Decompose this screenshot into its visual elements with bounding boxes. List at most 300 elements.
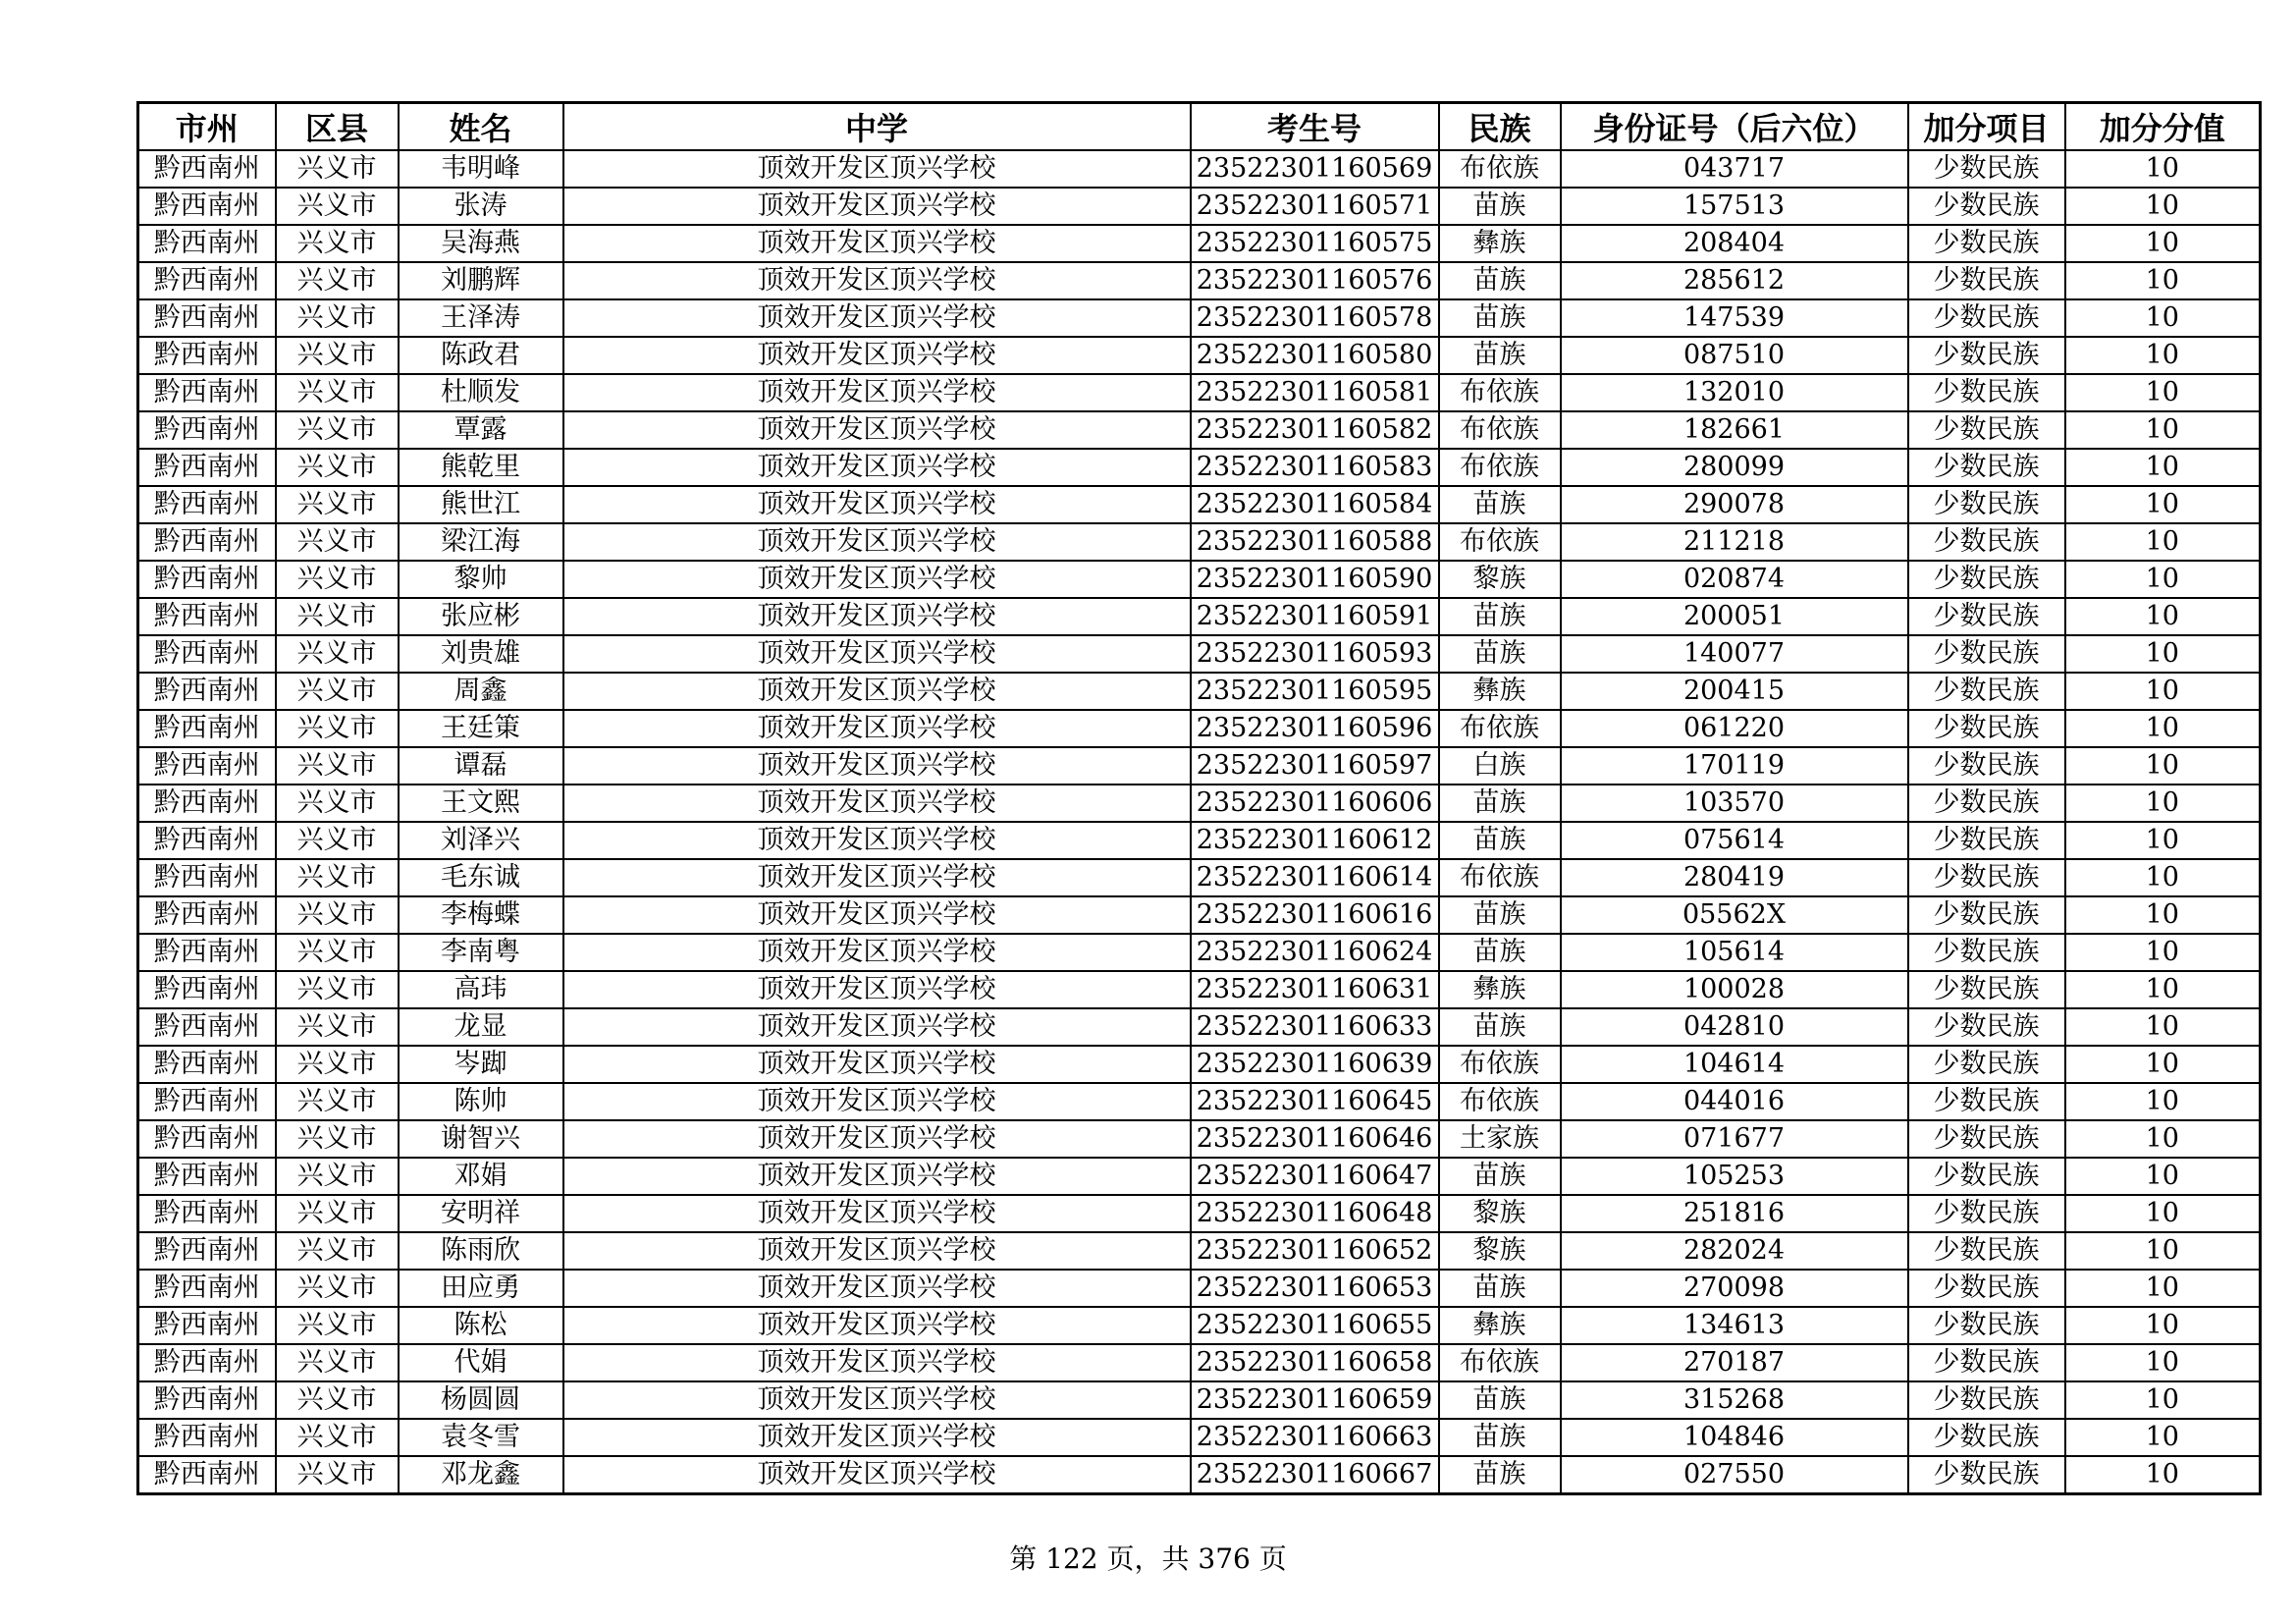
cell-school: 顶效开发区顶兴学校 xyxy=(563,262,1191,299)
cell-district: 兴义市 xyxy=(276,411,399,449)
table-row xyxy=(138,971,2261,1008)
cell-name: 周鑫 xyxy=(399,673,563,710)
table-row xyxy=(138,299,2261,337)
cell-name: 安明祥 xyxy=(399,1195,563,1232)
cell-ethnicity: 布依族 xyxy=(1439,523,1561,561)
cell-name: 吴海燕 xyxy=(399,225,563,262)
cell-district: 兴义市 xyxy=(276,710,399,747)
cell-name: 王文熙 xyxy=(399,785,563,822)
cell-ethnicity: 苗族 xyxy=(1439,1456,1561,1494)
cell-ethnicity: 黎族 xyxy=(1439,1232,1561,1270)
cell-school: 顶效开发区顶兴学校 xyxy=(563,1120,1191,1158)
cell-bonus-points: 10 xyxy=(2065,822,2261,859)
cell-school: 顶效开发区顶兴学校 xyxy=(563,1195,1191,1232)
cell-id-last-six: 071677 xyxy=(1561,1120,1908,1158)
cell-id-last-six: 200051 xyxy=(1561,598,1908,635)
cell-name: 刘贵雄 xyxy=(399,635,563,673)
cell-id-last-six: 105614 xyxy=(1561,934,1908,971)
cell-bonus-item: 少数民族 xyxy=(1908,374,2065,411)
cell-bonus-points: 10 xyxy=(2065,747,2261,785)
cell-bonus-item: 少数民族 xyxy=(1908,747,2065,785)
table-row xyxy=(138,1419,2261,1456)
cell-exam-number: 23522301160575 xyxy=(1191,225,1439,262)
header-exam-number: 考生号 xyxy=(1191,103,1439,151)
cell-exam-number: 23522301160582 xyxy=(1191,411,1439,449)
cell-city: 黔西南州 xyxy=(138,1344,276,1381)
cell-city: 黔西南州 xyxy=(138,785,276,822)
cell-school: 顶效开发区顶兴学校 xyxy=(563,635,1191,673)
cell-id-last-six: 200415 xyxy=(1561,673,1908,710)
cell-bonus-item: 少数民族 xyxy=(1908,1270,2065,1307)
cell-exam-number: 23522301160591 xyxy=(1191,598,1439,635)
cell-district: 兴义市 xyxy=(276,337,399,374)
cell-city: 黔西南州 xyxy=(138,822,276,859)
cell-school: 顶效开发区顶兴学校 xyxy=(563,822,1191,859)
cell-ethnicity: 彝族 xyxy=(1439,1307,1561,1344)
cell-bonus-points: 10 xyxy=(2065,374,2261,411)
cell-ethnicity: 布依族 xyxy=(1439,859,1561,896)
cell-name: 袁冬雪 xyxy=(399,1419,563,1456)
cell-bonus-points: 10 xyxy=(2065,1195,2261,1232)
cell-school: 顶效开发区顶兴学校 xyxy=(563,225,1191,262)
cell-name: 代娟 xyxy=(399,1344,563,1381)
cell-ethnicity: 布依族 xyxy=(1439,411,1561,449)
table-row xyxy=(138,449,2261,486)
cell-name: 刘鹏辉 xyxy=(399,262,563,299)
cell-id-last-six: 104614 xyxy=(1561,1046,1908,1083)
cell-ethnicity: 苗族 xyxy=(1439,822,1561,859)
table-row xyxy=(138,188,2261,225)
cell-ethnicity: 布依族 xyxy=(1439,1344,1561,1381)
cell-ethnicity: 布依族 xyxy=(1439,1083,1561,1120)
cell-exam-number: 23522301160612 xyxy=(1191,822,1439,859)
cell-exam-number: 23522301160652 xyxy=(1191,1232,1439,1270)
cell-name: 韦明峰 xyxy=(399,150,563,188)
cell-exam-number: 23522301160631 xyxy=(1191,971,1439,1008)
cell-exam-number: 23522301160663 xyxy=(1191,1419,1439,1456)
cell-school: 顶效开发区顶兴学校 xyxy=(563,299,1191,337)
cell-id-last-six: 134613 xyxy=(1561,1307,1908,1344)
cell-bonus-item: 少数民族 xyxy=(1908,822,2065,859)
cell-bonus-item: 少数民族 xyxy=(1908,1158,2065,1195)
cell-district: 兴义市 xyxy=(276,1195,399,1232)
cell-bonus-points: 10 xyxy=(2065,1307,2261,1344)
cell-id-last-six: 044016 xyxy=(1561,1083,1908,1120)
cell-bonus-points: 10 xyxy=(2065,785,2261,822)
table-row xyxy=(138,1120,2261,1158)
table-row xyxy=(138,337,2261,374)
cell-bonus-points: 10 xyxy=(2065,1456,2261,1494)
cell-exam-number: 23522301160578 xyxy=(1191,299,1439,337)
cell-district: 兴义市 xyxy=(276,1344,399,1381)
cell-exam-number: 23522301160655 xyxy=(1191,1307,1439,1344)
cell-exam-number: 23522301160647 xyxy=(1191,1158,1439,1195)
cell-school: 顶效开发区顶兴学校 xyxy=(563,1270,1191,1307)
cell-name: 张应彬 xyxy=(399,598,563,635)
cell-exam-number: 23522301160581 xyxy=(1191,374,1439,411)
cell-name: 王廷䇿 xyxy=(399,710,563,747)
cell-bonus-item: 少数民族 xyxy=(1908,486,2065,523)
cell-bonus-points: 10 xyxy=(2065,299,2261,337)
cell-name: 李南粤 xyxy=(399,934,563,971)
cell-exam-number: 23522301160633 xyxy=(1191,1008,1439,1046)
cell-bonus-item: 少数民族 xyxy=(1908,1344,2065,1381)
cell-name: 邓娟 xyxy=(399,1158,563,1195)
cell-bonus-points: 10 xyxy=(2065,896,2261,934)
cell-name: 龙显 xyxy=(399,1008,563,1046)
cell-bonus-item: 少数民族 xyxy=(1908,710,2065,747)
cell-bonus-item: 少数民族 xyxy=(1908,225,2065,262)
cell-name: 李梅蝶 xyxy=(399,896,563,934)
cell-district: 兴义市 xyxy=(276,785,399,822)
cell-id-last-six: 208404 xyxy=(1561,225,1908,262)
cell-district: 兴义市 xyxy=(276,150,399,188)
cell-bonus-item: 少数民族 xyxy=(1908,1381,2065,1419)
cell-ethnicity: 布依族 xyxy=(1439,449,1561,486)
cell-school: 顶效开发区顶兴学校 xyxy=(563,1083,1191,1120)
cell-bonus-points: 10 xyxy=(2065,1270,2261,1307)
cell-bonus-points: 10 xyxy=(2065,1083,2261,1120)
header-bonus-item: 加分项目 xyxy=(1908,103,2065,151)
cell-school: 顶效开发区顶兴学校 xyxy=(563,785,1191,822)
table-row xyxy=(138,1158,2261,1195)
table-row xyxy=(138,225,2261,262)
cell-bonus-points: 10 xyxy=(2065,1008,2261,1046)
cell-name: 刘泽兴 xyxy=(399,822,563,859)
cell-bonus-points: 10 xyxy=(2065,1158,2261,1195)
cell-bonus-points: 10 xyxy=(2065,188,2261,225)
cell-school: 顶效开发区顶兴学校 xyxy=(563,710,1191,747)
table-row xyxy=(138,859,2261,896)
cell-bonus-item: 少数民族 xyxy=(1908,299,2065,337)
cell-school: 顶效开发区顶兴学校 xyxy=(563,1419,1191,1456)
cell-district: 兴义市 xyxy=(276,374,399,411)
table-row xyxy=(138,673,2261,710)
cell-bonus-item: 少数民族 xyxy=(1908,1046,2065,1083)
cell-bonus-points: 10 xyxy=(2065,523,2261,561)
cell-exam-number: 23522301160653 xyxy=(1191,1270,1439,1307)
cell-city: 黔西南州 xyxy=(138,188,276,225)
cell-district: 兴义市 xyxy=(276,635,399,673)
cell-bonus-item: 少数民族 xyxy=(1908,1456,2065,1494)
cell-city: 黔西南州 xyxy=(138,1381,276,1419)
cell-ethnicity: 布依族 xyxy=(1439,374,1561,411)
header-bonus-points: 加分分值 xyxy=(2065,103,2261,151)
header-id-last-six: 身份证号（后六位） xyxy=(1561,103,1908,151)
table-row xyxy=(138,1195,2261,1232)
cell-exam-number: 23522301160569 xyxy=(1191,150,1439,188)
cell-district: 兴义市 xyxy=(276,188,399,225)
cell-id-last-six: 251816 xyxy=(1561,1195,1908,1232)
cell-school: 顶效开发区顶兴学校 xyxy=(563,561,1191,598)
cell-school: 顶效开发区顶兴学校 xyxy=(563,486,1191,523)
cell-school: 顶效开发区顶兴学校 xyxy=(563,449,1191,486)
cell-name: 陈政君 xyxy=(399,337,563,374)
table-row xyxy=(138,635,2261,673)
cell-district: 兴义市 xyxy=(276,859,399,896)
cell-exam-number: 23522301160606 xyxy=(1191,785,1439,822)
cell-ethnicity: 彝族 xyxy=(1439,673,1561,710)
cell-bonus-item: 少数民族 xyxy=(1908,411,2065,449)
header-city: 市州 xyxy=(138,103,276,151)
cell-exam-number: 23522301160639 xyxy=(1191,1046,1439,1083)
cell-id-last-six: 282024 xyxy=(1561,1232,1908,1270)
cell-city: 黔西南州 xyxy=(138,710,276,747)
cell-id-last-six: 140077 xyxy=(1561,635,1908,673)
cell-school: 顶效开发区顶兴学校 xyxy=(563,934,1191,971)
cell-district: 兴义市 xyxy=(276,262,399,299)
cell-exam-number: 23522301160588 xyxy=(1191,523,1439,561)
cell-name: 岑踋 xyxy=(399,1046,563,1083)
cell-district: 兴义市 xyxy=(276,1456,399,1494)
cell-city: 黔西南州 xyxy=(138,747,276,785)
cell-exam-number: 23522301160590 xyxy=(1191,561,1439,598)
cell-city: 黔西南州 xyxy=(138,225,276,262)
cell-district: 兴义市 xyxy=(276,299,399,337)
cell-school: 顶效开发区顶兴学校 xyxy=(563,598,1191,635)
cell-city: 黔西南州 xyxy=(138,1307,276,1344)
cell-city: 黔西南州 xyxy=(138,1083,276,1120)
cell-exam-number: 23522301160646 xyxy=(1191,1120,1439,1158)
cell-exam-number: 23522301160616 xyxy=(1191,896,1439,934)
cell-exam-number: 23522301160571 xyxy=(1191,188,1439,225)
cell-id-last-six: 105253 xyxy=(1561,1158,1908,1195)
cell-ethnicity: 布依族 xyxy=(1439,1046,1561,1083)
cell-school: 顶效开发区顶兴学校 xyxy=(563,747,1191,785)
cell-bonus-item: 少数民族 xyxy=(1908,1008,2065,1046)
cell-id-last-six: 280099 xyxy=(1561,449,1908,486)
cell-ethnicity: 苗族 xyxy=(1439,635,1561,673)
cell-ethnicity: 苗族 xyxy=(1439,598,1561,635)
cell-bonus-points: 10 xyxy=(2065,971,2261,1008)
cell-district: 兴义市 xyxy=(276,1270,399,1307)
cell-id-last-six: 285612 xyxy=(1561,262,1908,299)
cell-city: 黔西南州 xyxy=(138,1158,276,1195)
header-district: 区县 xyxy=(276,103,399,151)
cell-exam-number: 23522301160614 xyxy=(1191,859,1439,896)
cell-name: 张涛 xyxy=(399,188,563,225)
cell-bonus-item: 少数民族 xyxy=(1908,971,2065,1008)
cell-id-last-six: 270098 xyxy=(1561,1270,1908,1307)
cell-ethnicity: 彝族 xyxy=(1439,225,1561,262)
table-row xyxy=(138,561,2261,598)
cell-bonus-points: 10 xyxy=(2065,150,2261,188)
cell-name: 杜顺发 xyxy=(399,374,563,411)
cell-id-last-six: 061220 xyxy=(1561,710,1908,747)
cell-name: 熊世江 xyxy=(399,486,563,523)
cell-bonus-points: 10 xyxy=(2065,1344,2261,1381)
cell-district: 兴义市 xyxy=(276,523,399,561)
cell-city: 黔西南州 xyxy=(138,896,276,934)
header-school: 中学 xyxy=(563,103,1191,151)
cell-city: 黔西南州 xyxy=(138,1270,276,1307)
cell-city: 黔西南州 xyxy=(138,971,276,1008)
cell-school: 顶效开发区顶兴学校 xyxy=(563,411,1191,449)
cell-school: 顶效开发区顶兴学校 xyxy=(563,1456,1191,1494)
cell-bonus-item: 少数民族 xyxy=(1908,896,2065,934)
cell-school: 顶效开发区顶兴学校 xyxy=(563,150,1191,188)
cell-district: 兴义市 xyxy=(276,1046,399,1083)
cell-bonus-item: 少数民族 xyxy=(1908,1232,2065,1270)
cell-id-last-six: 132010 xyxy=(1561,374,1908,411)
cell-district: 兴义市 xyxy=(276,1419,399,1456)
table-row xyxy=(138,747,2261,785)
cell-bonus-item: 少数民族 xyxy=(1908,337,2065,374)
cell-school: 顶效开发区顶兴学校 xyxy=(563,1008,1191,1046)
cell-id-last-six: 211218 xyxy=(1561,523,1908,561)
cell-district: 兴义市 xyxy=(276,1120,399,1158)
cell-name: 陈雨欣 xyxy=(399,1232,563,1270)
cell-district: 兴义市 xyxy=(276,1232,399,1270)
cell-district: 兴义市 xyxy=(276,598,399,635)
cell-district: 兴义市 xyxy=(276,486,399,523)
header-row xyxy=(138,103,2261,151)
cell-bonus-points: 10 xyxy=(2065,1046,2261,1083)
table-row xyxy=(138,1270,2261,1307)
cell-bonus-item: 少数民族 xyxy=(1908,561,2065,598)
cell-school: 顶效开发区顶兴学校 xyxy=(563,523,1191,561)
table-row xyxy=(138,822,2261,859)
cell-school: 顶效开发区顶兴学校 xyxy=(563,1158,1191,1195)
cell-district: 兴义市 xyxy=(276,1381,399,1419)
cell-bonus-item: 少数民族 xyxy=(1908,262,2065,299)
cell-school: 顶效开发区顶兴学校 xyxy=(563,1344,1191,1381)
cell-bonus-item: 少数民族 xyxy=(1908,188,2065,225)
cell-school: 顶效开发区顶兴学校 xyxy=(563,971,1191,1008)
cell-district: 兴义市 xyxy=(276,896,399,934)
cell-id-last-six: 170119 xyxy=(1561,747,1908,785)
table-row xyxy=(138,1456,2261,1494)
cell-exam-number: 23522301160597 xyxy=(1191,747,1439,785)
cell-ethnicity: 苗族 xyxy=(1439,486,1561,523)
cell-city: 黔西南州 xyxy=(138,1120,276,1158)
cell-school: 顶效开发区顶兴学校 xyxy=(563,1381,1191,1419)
cell-bonus-item: 少数民族 xyxy=(1908,1195,2065,1232)
cell-name: 陈松 xyxy=(399,1307,563,1344)
cell-city: 黔西南州 xyxy=(138,1195,276,1232)
cell-bonus-points: 10 xyxy=(2065,710,2261,747)
cell-bonus-points: 10 xyxy=(2065,598,2261,635)
cell-district: 兴义市 xyxy=(276,449,399,486)
cell-exam-number: 23522301160595 xyxy=(1191,673,1439,710)
cell-id-last-six: 020874 xyxy=(1561,561,1908,598)
cell-bonus-points: 10 xyxy=(2065,449,2261,486)
table-row xyxy=(138,150,2261,188)
cell-bonus-item: 少数民族 xyxy=(1908,523,2065,561)
cell-bonus-item: 少数民族 xyxy=(1908,635,2065,673)
cell-exam-number: 23522301160648 xyxy=(1191,1195,1439,1232)
cell-id-last-six: 087510 xyxy=(1561,337,1908,374)
cell-ethnicity: 布依族 xyxy=(1439,150,1561,188)
candidate-table xyxy=(136,101,2262,1495)
cell-bonus-item: 少数民族 xyxy=(1908,1419,2065,1456)
header-ethnicity: 民族 xyxy=(1439,103,1561,151)
cell-exam-number: 23522301160659 xyxy=(1191,1381,1439,1419)
cell-bonus-points: 10 xyxy=(2065,1419,2261,1456)
table-row xyxy=(138,1381,2261,1419)
cell-bonus-item: 少数民族 xyxy=(1908,785,2065,822)
cell-id-last-six: 075614 xyxy=(1561,822,1908,859)
cell-name: 邓龙鑫 xyxy=(399,1456,563,1494)
cell-bonus-item: 少数民族 xyxy=(1908,598,2065,635)
cell-city: 黔西南州 xyxy=(138,262,276,299)
cell-ethnicity: 白族 xyxy=(1439,747,1561,785)
cell-bonus-item: 少数民族 xyxy=(1908,449,2065,486)
cell-ethnicity: 黎族 xyxy=(1439,561,1561,598)
cell-exam-number: 23522301160580 xyxy=(1191,337,1439,374)
cell-bonus-item: 少数民族 xyxy=(1908,673,2065,710)
cell-bonus-points: 10 xyxy=(2065,673,2261,710)
cell-bonus-points: 10 xyxy=(2065,934,2261,971)
cell-id-last-six: 043717 xyxy=(1561,150,1908,188)
cell-city: 黔西南州 xyxy=(138,1008,276,1046)
cell-bonus-points: 10 xyxy=(2065,561,2261,598)
table-row xyxy=(138,1232,2261,1270)
cell-id-last-six: 042810 xyxy=(1561,1008,1908,1046)
cell-city: 黔西南州 xyxy=(138,635,276,673)
cell-district: 兴义市 xyxy=(276,561,399,598)
cell-school: 顶效开发区顶兴学校 xyxy=(563,374,1191,411)
table-row xyxy=(138,710,2261,747)
cell-district: 兴义市 xyxy=(276,673,399,710)
cell-city: 黔西南州 xyxy=(138,374,276,411)
cell-exam-number: 23522301160624 xyxy=(1191,934,1439,971)
table-row xyxy=(138,486,2261,523)
cell-city: 黔西南州 xyxy=(138,1046,276,1083)
cell-city: 黔西南州 xyxy=(138,673,276,710)
cell-name: 谢智兴 xyxy=(399,1120,563,1158)
cell-ethnicity: 苗族 xyxy=(1439,785,1561,822)
cell-id-last-six: 100028 xyxy=(1561,971,1908,1008)
cell-school: 顶效开发区顶兴学校 xyxy=(563,1232,1191,1270)
cell-city: 黔西南州 xyxy=(138,934,276,971)
table-row xyxy=(138,934,2261,971)
cell-id-last-six: 147539 xyxy=(1561,299,1908,337)
cell-exam-number: 23522301160596 xyxy=(1191,710,1439,747)
table-row xyxy=(138,411,2261,449)
cell-name: 田应勇 xyxy=(399,1270,563,1307)
cell-district: 兴义市 xyxy=(276,1158,399,1195)
cell-district: 兴义市 xyxy=(276,1307,399,1344)
cell-district: 兴义市 xyxy=(276,1008,399,1046)
cell-name: 杨圆圆 xyxy=(399,1381,563,1419)
cell-city: 黔西南州 xyxy=(138,337,276,374)
cell-city: 黔西南州 xyxy=(138,486,276,523)
cell-bonus-points: 10 xyxy=(2065,262,2261,299)
cell-ethnicity: 苗族 xyxy=(1439,1419,1561,1456)
header-name: 姓名 xyxy=(399,103,563,151)
cell-ethnicity: 苗族 xyxy=(1439,1008,1561,1046)
cell-bonus-points: 10 xyxy=(2065,486,2261,523)
cell-id-last-six: 280419 xyxy=(1561,859,1908,896)
table-row xyxy=(138,523,2261,561)
cell-city: 黔西南州 xyxy=(138,859,276,896)
table-row xyxy=(138,785,2261,822)
cell-bonus-item: 少数民族 xyxy=(1908,1083,2065,1120)
cell-id-last-six: 05562X xyxy=(1561,896,1908,934)
cell-ethnicity: 苗族 xyxy=(1439,262,1561,299)
cell-name: 陈帅 xyxy=(399,1083,563,1120)
cell-district: 兴义市 xyxy=(276,747,399,785)
cell-ethnicity: 苗族 xyxy=(1439,896,1561,934)
cell-id-last-six: 157513 xyxy=(1561,188,1908,225)
cell-city: 黔西南州 xyxy=(138,1419,276,1456)
cell-name: 黎帅 xyxy=(399,561,563,598)
cell-city: 黔西南州 xyxy=(138,1456,276,1494)
cell-district: 兴义市 xyxy=(276,822,399,859)
cell-school: 顶效开发区顶兴学校 xyxy=(563,1307,1191,1344)
cell-bonus-points: 10 xyxy=(2065,635,2261,673)
